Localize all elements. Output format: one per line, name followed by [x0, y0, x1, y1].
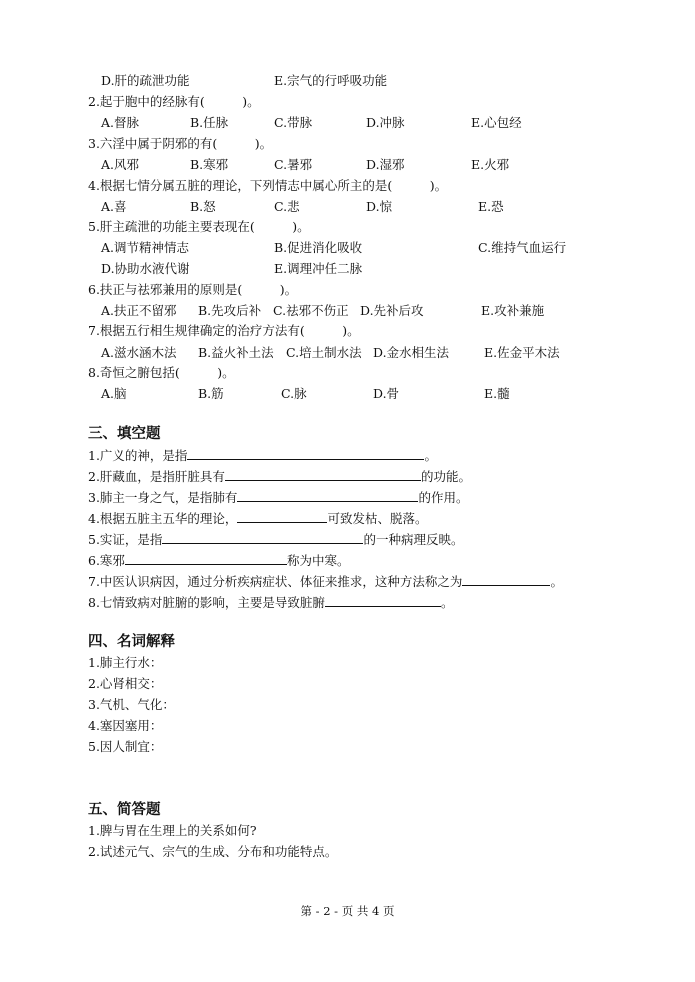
mc3-option-e: E.火邪 [471, 157, 510, 172]
fill-item-1: 1.广义的神，是指 。 [88, 448, 437, 463]
mc8-option-e: E.髓 [484, 386, 510, 401]
mc1-option-d: D.肝的疏泄功能 [101, 73, 190, 88]
mc2-option-c: C.带脉 [274, 115, 313, 130]
mc7-option-b: B.益火补土法 [198, 345, 274, 360]
answer-blank[interactable] [237, 488, 418, 502]
mc2-option-a: A.督脉 [101, 115, 140, 130]
mc2-option-e: E.心包经 [471, 115, 522, 130]
mc5-option-e: E.调理冲任二脉 [274, 261, 363, 276]
mc8-question: 8.奇恒之腑包括( )。 [88, 365, 235, 380]
answer-blank[interactable] [162, 530, 363, 544]
mc4-option-e: E.恐 [478, 199, 504, 214]
mc8-option-d: D.骨 [373, 386, 400, 401]
mc6-option-d: D.先补后攻 [360, 303, 424, 318]
mc3-option-d: D.湿邪 [366, 157, 405, 172]
mc7-option-d: D.金水相生法 [373, 345, 450, 360]
fill-item-7: 7.中医认识病因，通过分析疾病症状、体征来推求，这种方法称之为 。 [88, 574, 563, 589]
mc2-option-d: D.冲脉 [366, 115, 405, 130]
fill-item-4: 4.根据五脏主五华的理论， 可致发枯、脱落。 [88, 511, 428, 526]
mc4-option-a: A.喜 [101, 199, 127, 214]
mc5-option-d: D.协助水液代谢 [101, 261, 190, 276]
mc6-option-a: A.扶正不留邪 [101, 303, 177, 318]
mc5-option-c: C.维持气血运行 [478, 240, 567, 255]
mc4-option-b: B.怒 [190, 199, 216, 214]
mc8-option-c: C.脉 [281, 386, 307, 401]
term-item-3: 3.气机、气化： [88, 697, 175, 712]
fill-item-8: 8.七情致病对脏腑的影响，主要是导致脏腑 。 [88, 595, 454, 610]
answer-blank[interactable] [187, 446, 424, 460]
mc7-option-e: E.佐金平木法 [484, 345, 560, 360]
mc8-option-b: B.筋 [198, 386, 224, 401]
mc4-option-c: C.悲 [274, 199, 300, 214]
mc3-option-b: B.寒邪 [190, 157, 229, 172]
mc6-option-b: B.先攻后补 [198, 303, 262, 318]
section3-title: 三、填空题 [88, 426, 161, 442]
answer-blank[interactable] [225, 467, 421, 481]
answer-blank[interactable] [237, 509, 327, 523]
term-item-2: 2.心肾相交： [88, 676, 163, 691]
mc3-option-a: A.风邪 [101, 157, 140, 172]
mc2-question: 2.起于胞中的经脉有( )。 [88, 94, 260, 109]
term-item-4: 4.塞因塞用： [88, 718, 163, 733]
short-answer-item-1: 1.脾与胃在生理上的关系如何? [88, 823, 257, 838]
answer-blank[interactable] [462, 572, 550, 586]
page-footer: 第 - 2 - 页 共 4 页 [300, 904, 395, 918]
mc6-option-e: E.攻补兼施 [481, 303, 545, 318]
mc7-option-c: C.培土制水法 [286, 345, 362, 360]
mc7-option-a: A.滋水涵木法 [101, 345, 177, 360]
mc1-option-e: E.宗气的行呼吸功能 [274, 73, 388, 88]
term-item-1: 1.肺主行水： [88, 655, 163, 670]
mc5-option-a: A.调节精神情志 [101, 240, 190, 255]
term-item-5: 5.因人制宜： [88, 739, 163, 754]
mc4-question: 4.根据七情分属五脏的理论，下列情志中属心所主的是( )。 [88, 178, 448, 193]
mc5-question: 5.肝主疏泄的功能主要表现在( )。 [88, 219, 310, 234]
mc6-option-c: C.祛邪不伤正 [273, 303, 349, 318]
section4-title: 四、名词解释 [88, 634, 175, 650]
mc7-question: 7.根据五行相生规律确定的治疗方法有( )。 [88, 323, 360, 338]
fill-item-6: 6.寒邪 称为中寒。 [88, 553, 350, 568]
mc4-option-d: D.惊 [366, 199, 393, 214]
answer-blank[interactable] [325, 593, 441, 607]
answer-blank[interactable] [125, 551, 287, 565]
short-answer-item-2: 2.试述元气、宗气的生成、分布和功能特点。 [88, 844, 338, 859]
mc2-option-b: B.任脉 [190, 115, 229, 130]
fill-item-3: 3.肺主一身之气，是指肺有 的作用。 [88, 490, 469, 505]
section5-title: 五、简答题 [88, 802, 161, 818]
mc3-question: 3.六淫中属于阴邪的有( )。 [88, 136, 273, 151]
fill-item-5: 5.实证，是指 的一种病理反映。 [88, 532, 464, 547]
mc6-question: 6.扶正与祛邪兼用的原则是( )。 [88, 282, 298, 297]
mc5-option-b: B.促进消化吸收 [274, 240, 363, 255]
mc8-option-a: A.脑 [101, 386, 127, 401]
mc3-option-c: C.暑邪 [274, 157, 313, 172]
fill-item-2: 2.肝藏血，是指肝脏具有 的功能。 [88, 469, 471, 484]
